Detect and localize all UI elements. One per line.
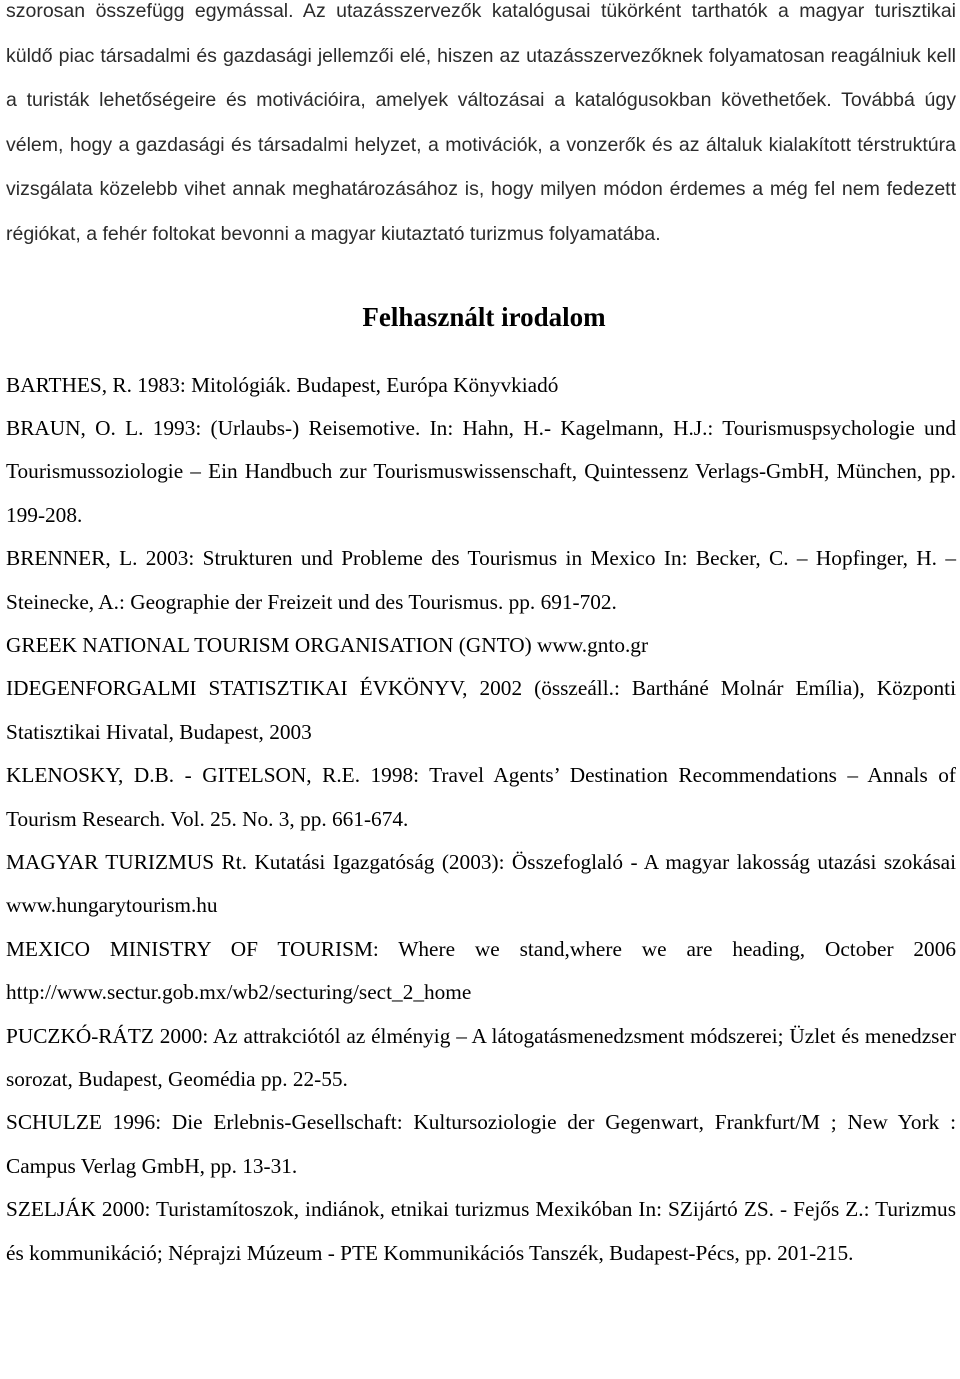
reference-item: SZELJÁK 2000: Turistamítoszok, indiánok, etnikai turizmus Mexikóban In: SZijártó ZS. - Fejős Z.: Turizmus és kommunikáció; Néprajzi Múzeum - PTE Kommunikációs Tanszék, Budapest-Pécs, pp. 201-215. [6, 1197, 956, 1265]
reference-item: BARTHES, R. 1983: Mitológiák. Budapest, Európa Könyvkiadó [6, 372, 559, 397]
reference-item: MEXICO MINISTRY OF TOURISM: Where we stand,where we are heading, October 2006 http://www.sectur.gob.mx/wb2/secturing/sect_2_home [6, 936, 956, 1005]
document-page [6, 0, 956, 1275]
reference-item: GREEK NATIONAL TOURISM ORGANISATION (GNTO) www.gnto.gr [6, 633, 649, 657]
reference-item: PUCZKÓ-RÁTZ 2000: Az attrakciótól az élményig – A látogatásmenedzsment módszerei; Üzlet és menedzser sorozat, Budapest, Geomédia pp. 22-55. [6, 1023, 956, 1092]
body-paragraph: szorosan összefügg egymással. Az utazásszervezők katalógusai tükörként tarthatók a magyar turisztikai küldő piac társadalmi és gazdasági jellemzői elé, hiszen az utazásszervezőknek folyamatosan reagálniuk kell a turisták lehetőségeire és motivációira, amelyek változásai a katalógusokban követhetőek. Továbbá úgy vélem, hogy a gazdasági és társadalmi helyzet, a motivációk, a vonzerők és az általuk kialakított térstruktúra vizsgálata közelebb vihet annak meghatározásához is, hogy milyen módon érdemes a még fel nem fedezett régiókat, a fehér foltokat bevonni a magyar kiutaztató turizmus folyamatába. [6, 0, 956, 245]
reference-item: SCHULZE 1996: Die Erlebnis-Gesellschaft: Kultursoziologie der Gegenwart, Frankfurt/M ; New York : Campus Verlag GmbH, pp. 13-31. [6, 1110, 956, 1178]
reference-item: KLENOSKY, D.B. - GITELSON, R.E. 1998: Travel Agents’ Destination Recommendations – Annals of Tourism Research. Vol. 25. No. 3, pp. 661-674. [6, 763, 956, 831]
reference-item: MAGYAR TURIZMUS Rt. Kutatási Igazgatóság (2003): Összefoglaló - A magyar lakosság utazási szokásai www.hungarytourism.hu [6, 850, 956, 918]
reference-item: IDEGENFORGALMI STATISZTIKAI ÉVKÖNYV, 2002 (összeáll.: Bartháné Molnár Emília), Központi Statisztikai Hivatal, Budapest, 2003 [6, 676, 956, 744]
reference-item: BRENNER, L. 2003: Strukturen und Probleme des Tourismus in Mexico In: Becker, C. – Hopfinger, H. – Steinecke, A.: Geographie der Freizeit und des Tourismus. pp. 691-702. [6, 546, 956, 614]
section-title: Felhasznált irodalom [362, 301, 606, 332]
reference-list [6, 364, 956, 1276]
reference-item: BRAUN, O. L. 1993: (Urlaubs-) Reisemotive. In: Hahn, H.- Kagelmann, H.J.: Tourismuspsychologie und Tourismussoziologie – Ein Handbuch zur Tourismuswissenschaft, Quintessenz Verlags-GmbH, München, pp. 199-208. [6, 415, 956, 527]
